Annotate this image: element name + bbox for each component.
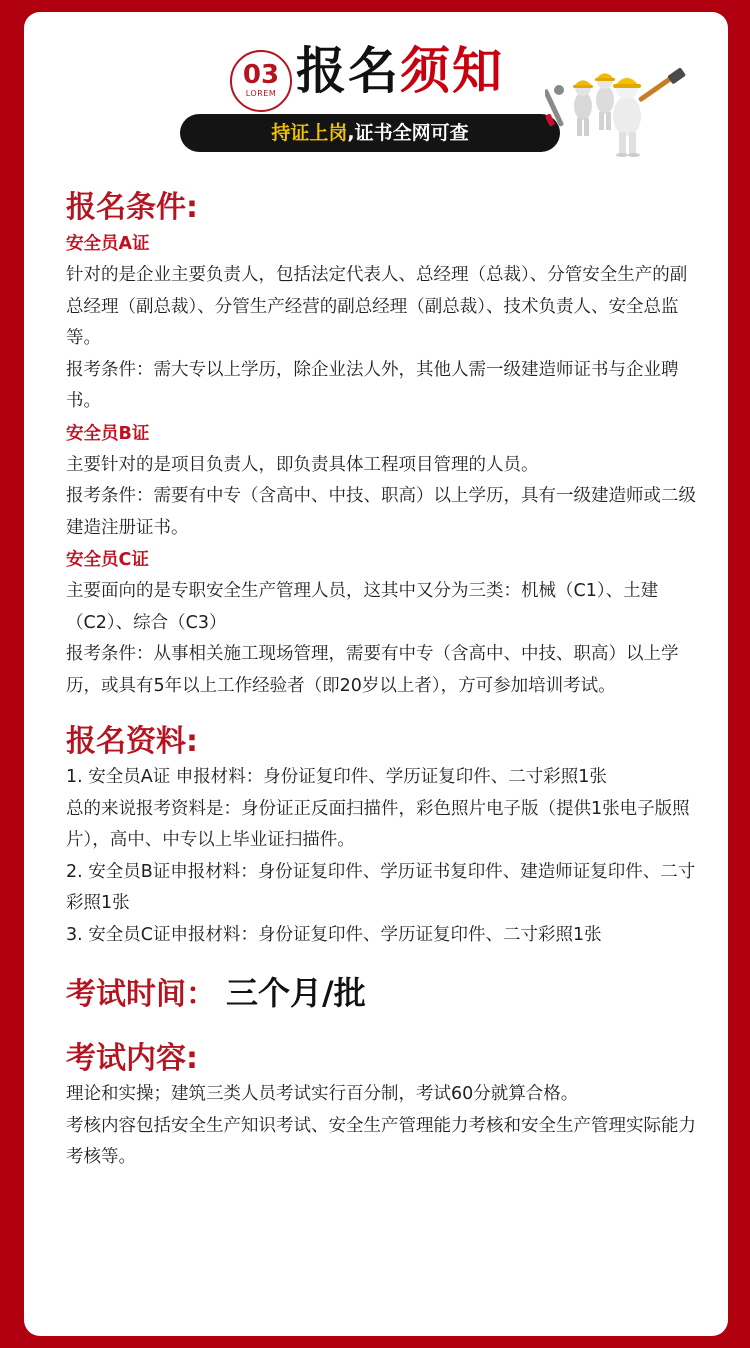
- title-part-1: 报名: [296, 42, 400, 100]
- tagline-banner: [180, 114, 560, 152]
- tagline-rest: ,证书全网可查: [347, 122, 469, 144]
- cert-c-title: 安全员C证: [66, 550, 149, 570]
- cert-b-title: 安全员B证: [66, 423, 150, 444]
- cert-a-requirement: 报考条件：需大专以上学历，除企业法人外，其他人需一级建造师证书与企业聘书。: [66, 359, 679, 411]
- exam-content-heading: 考试内容:: [66, 1041, 198, 1076]
- tagline-highlight: 持证上岗: [271, 122, 348, 144]
- number-badge: [230, 50, 292, 112]
- badge-caption: LOREM: [245, 89, 277, 98]
- cert-b-requirement: 报考条件：需要有中专（含高中、中技、职高）以上学历，具有一级建造师或二级建造注册证书。: [66, 486, 696, 538]
- exam-time-heading: 考试时间：: [66, 977, 216, 1012]
- materials-summary: 总的来说报考资料是：身份证正反面扫描件，彩色照片电子版（提供1张电子版照片），高中、中专以上毕业证扫描件。: [66, 798, 690, 850]
- worker-front-icon: [613, 77, 641, 157]
- cert-c-requirement: 报考条件：从事相关施工现场管理，需要有中专（含高中、中技、职高）以上学历，或具有5年以上工作经验者（即20岁以上者），方可参加培训考试。: [66, 644, 679, 696]
- page-title: [296, 38, 504, 104]
- cert-a-description: 针对的是企业主要负责人，包括法定代表人、总经理（总裁）、分管安全生产的副总经理（副总裁）、分管生产经营的副总经理（副总裁）、技术负责人、安全总监等。: [66, 265, 688, 348]
- construction-workers-illustration: [545, 58, 695, 158]
- worker-back-middle-icon: [595, 73, 615, 130]
- exam-time-row: [66, 973, 696, 1019]
- materials-item-1: 1. 安全员A证 申报材料：身份证复印件、学历证复印件、二寸彩照1张: [66, 767, 607, 787]
- badge-number: 03: [242, 60, 280, 90]
- content-body: [66, 188, 696, 1174]
- hammer-icon: [638, 67, 686, 102]
- materials-heading: 报名资料:: [66, 724, 198, 759]
- conditions-heading: 报名条件:: [66, 190, 198, 225]
- wrench-icon: [545, 85, 564, 127]
- cert-c-description: 主要面向的是专职安全生产管理人员，这其中又分为三类：机械（C1）、土建（C2）、综合（C3）: [66, 581, 659, 633]
- exam-time-value: 三个月/批: [226, 974, 366, 1012]
- title-part-2: 须知: [400, 42, 504, 100]
- worker-back-left-icon: [573, 80, 593, 136]
- materials-item-2: 2. 安全员B证申报材料：身份证复印件、学历证书复印件、建造师证复印件、二寸彩照1张: [66, 861, 696, 913]
- cert-a-title: 安全员A证: [66, 234, 150, 254]
- cert-b-description: 主要针对的是项目负责人，即负责具体工程项目管理的人员。: [66, 454, 539, 475]
- materials-item-3: 3. 安全员C证申报材料：身份证复印件、学历证复印件、二寸彩照1张: [66, 924, 602, 945]
- exam-content-line-2: 考核内容包括安全生产知识考试、安全生产管理能力考核和安全生产管理实际能力考核等。: [66, 1115, 696, 1167]
- exam-content-line-1: 理论和实操；建筑三类人员考试实行百分制，考试60分就算合格。: [66, 1084, 579, 1104]
